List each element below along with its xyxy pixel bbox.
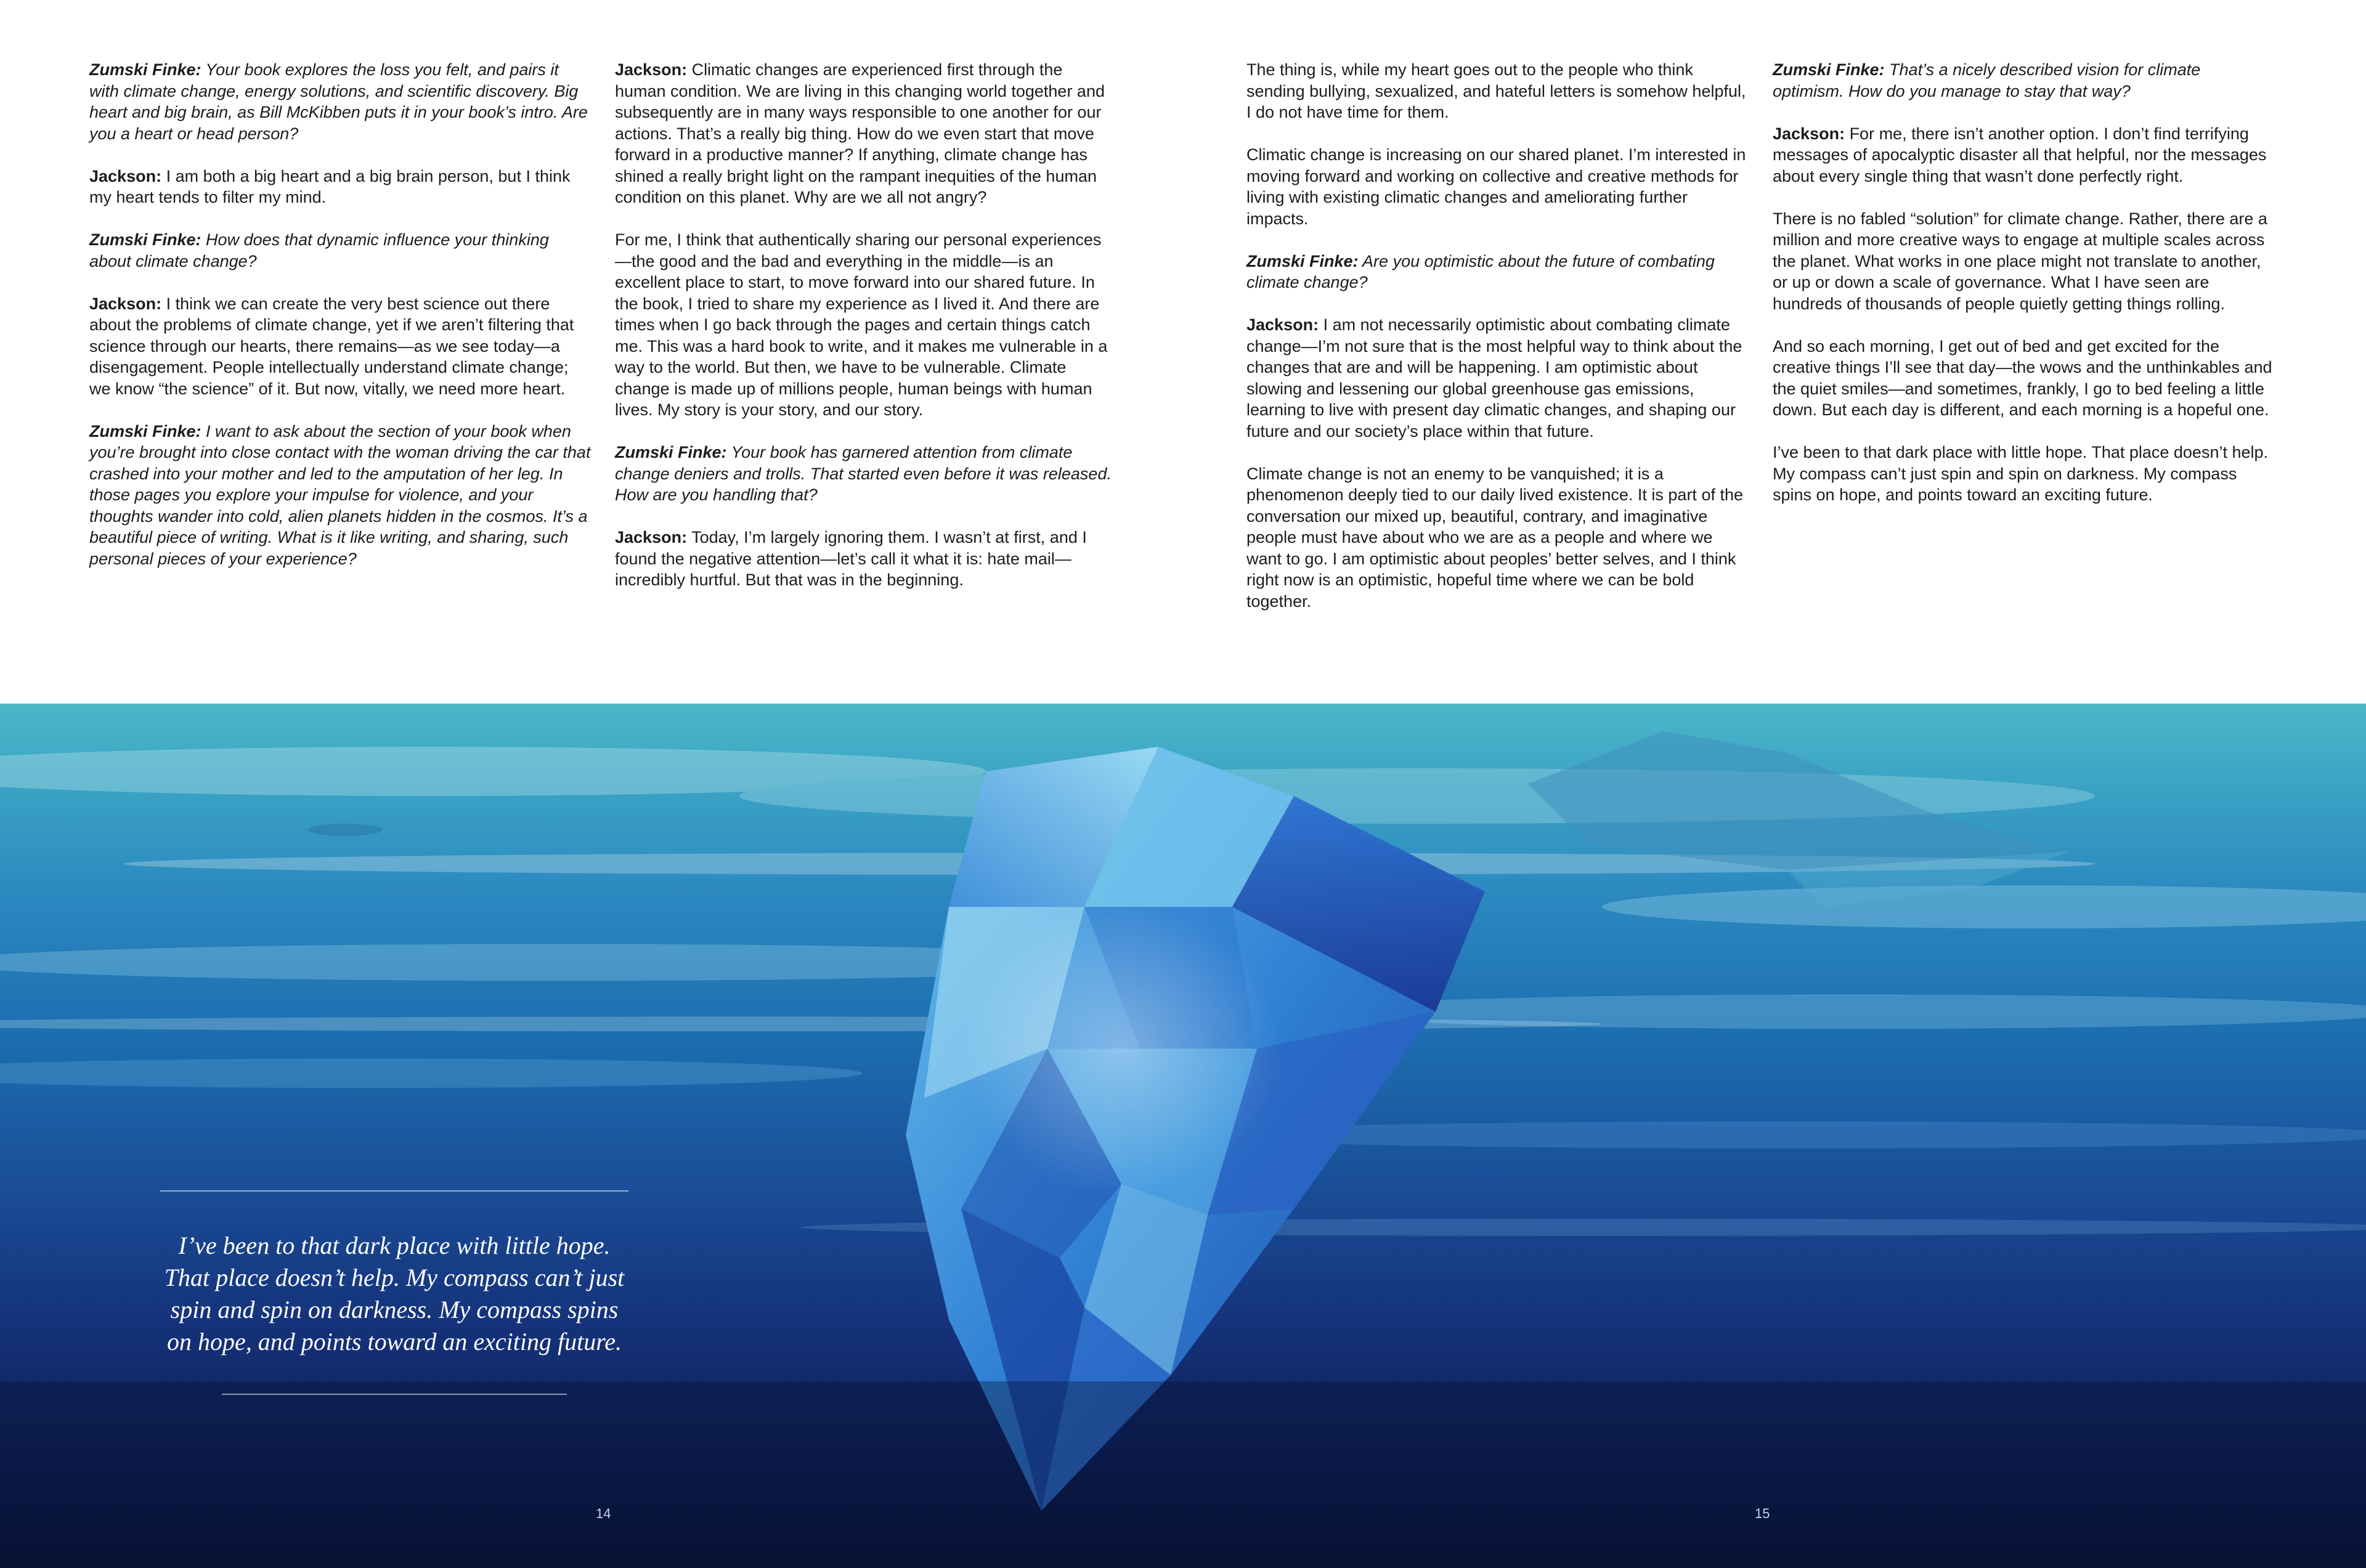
speaker-name: Jackson: (89, 294, 162, 313)
interview-paragraph (615, 59, 1117, 208)
speaker-name: Zumski Finke: (89, 230, 201, 249)
right-page-column-3 (1246, 59, 1749, 612)
interview-paragraph (89, 293, 592, 400)
speaker-name: Jackson: (615, 528, 688, 546)
interviewer-question-text: Are you optimistic about the future of combating climate change? (1246, 251, 1715, 291)
answer-text: For me, there isn’t another option. I don’t find terrifying messages of apocalyptic disaster all that helpful, nor the messages about every single thing that wasn’t done perfectly right. (1773, 124, 2267, 185)
interviewer-question-text: How does that dynamic influence your thinking about climate change? (89, 230, 549, 270)
page-number-left: 14 (596, 1506, 611, 1521)
answer-text: And so each morning, I get out of bed and get excited for the creative things I’ll see that day—the wows and the unthinkables and the quiet smiles—and sometimes, frankly, I go to bed feeling a little down. But each day is different, and each morning is a hopeful one. (1773, 336, 2272, 419)
interviewer-question-text: That’s a nicely described vision for climate optimism. How do you manage to stay that way? (1773, 60, 2201, 100)
speaker-name: Jackson: (1773, 124, 1845, 143)
speaker-name: Zumski Finke: (615, 443, 727, 461)
answer-text: Climatic change is increasing on our shared planet. I’m interested in moving forward and working on collective and creative methods for living with existing climatic changes and ameliorating further impacts. (1246, 145, 1746, 228)
interview-paragraph (89, 166, 592, 208)
speaker-name: Jackson: (89, 166, 162, 185)
interview-paragraph (89, 229, 592, 272)
answer-text: The thing is, while my heart goes out to the people who think sending bullying, sexualized, and hateful letters is somehow helpful, I do not have time for them. (1246, 60, 1746, 121)
page-number-right: 15 (1755, 1506, 1770, 1521)
answer-text: I am both a big heart and a big brain person, but I think my heart tends to filter my mind. (89, 166, 571, 206)
answer-text: I think we can create the very best science out there about the problems of climate change, yet if we aren’t filtering that science through our hearts, there remains—as we see today—a disengagement. People intellectually understand climate change; we know “the science” of it. But now, vitally, we need more heart. (89, 294, 574, 398)
answer-text: Today, I’m largely ignoring them. I wasn’t at first, and I found the negative attention—let’s call it what it is: hate mail—incredibly hurtful. But that was in the beginning. (615, 528, 1087, 589)
speaker-name: Jackson: (1246, 315, 1319, 334)
interview-paragraph (1246, 463, 1749, 612)
speaker-name: Zumski Finke: (1773, 60, 1885, 79)
interview-paragraph (89, 421, 592, 570)
interview-paragraph (1773, 442, 2275, 506)
pull-quote-rule (222, 1394, 567, 1395)
interview-paragraph (1246, 314, 1749, 442)
left-page-column-1 (89, 59, 592, 569)
speaker-name: Jackson: (615, 60, 688, 79)
interview-paragraph (89, 59, 592, 144)
speaker-name: Zumski Finke: (89, 60, 201, 79)
answer-text: Climatic changes are experienced first through the human condition. We are living in this changing world together and subsequently are in many ways responsible to one another for our actions. That’s a really big thing. How do we even start that move forward in a productive manner? If anything, climate change has shined a really bright light on the rampant inequities of the human condition on this planet. Why are we all not angry? (615, 60, 1105, 206)
answer-text: I am not necessarily optimistic about combating climate change—I’m not sure that is the most helpful way to think about the changes that are and will be happening. I am optimistic about slowing and lessening our global greenhouse gas emissions, learning to live with present day climatic changes, and shaping our future and our society’s place within that future. (1246, 315, 1742, 441)
answer-text: There is no fabled “solution” for climate change. Rather, there are a million and more creative ways to engage at multiple scales across the planet. What works in one place might not translate to another, or up or down a scale of governance. What I have seen are hundreds of thousands of people quietly getting things rolling. (1773, 209, 2267, 313)
pull-quote (160, 1190, 628, 1395)
right-page-column-4 (1773, 59, 2275, 506)
left-page-column-2 (615, 59, 1117, 591)
speaker-name: Zumski Finke: (1246, 251, 1359, 270)
interview-paragraph (615, 229, 1117, 421)
interview-paragraph (1246, 144, 1749, 229)
interview-paragraph (1773, 336, 2275, 421)
interview-paragraph (1773, 123, 2275, 187)
interviewer-question-text: I want to ask about the section of your book when you’re brought into close contact with the woman driving the car that crashed into your mother and led to the amputation of her leg. In those pages you explore your impulse for violence, and your thoughts wander into cold, alien planets hidden in the cosmos. It’s a beautiful piece of writing. What is it like writing, and sharing, such personal pieces of your experience? (89, 421, 591, 568)
answer-text: Climate change is not an enemy to be vanquished; it is a phenomenon deeply tied to our daily lived existence. It is part of the conversation our mixed up, beautiful, contrary, and imaginative people must have about who we are as a people and where we want to go. I am optimistic about peoples’ better selves, and I think right now is an optimistic, hopeful time where we can be bold together. (1246, 464, 1743, 611)
interview-paragraph (1246, 59, 1749, 123)
interviewer-question-text: Your book has garnered attention from climate change deniers and trolls. That started even before it was released. How are you handling that? (615, 443, 1112, 504)
iceberg-illustration (0, 704, 2366, 1568)
speaker-name: Zumski Finke: (89, 421, 201, 441)
interviewer-question-text: Your book explores the loss you felt, and pairs it with climate change, energy solutions, and scientific discovery. Big heart and big brain, as Bill McKibben puts it in your book’s intro. Are you a heart or head person? (89, 60, 588, 143)
pull-quote-text: I’ve been to that dark place with little hope. That place doesn’t help. My compass can’t just spin and spin on darkness. My compass spins on hope, and points toward an exciting future. (164, 1232, 625, 1355)
interview-paragraph (615, 527, 1117, 591)
interview-paragraph (615, 442, 1117, 506)
answer-text: I’ve been to that dark place with little hope. That place doesn’t help. My compass can’t just spin and spin on darkness. My compass spins on hope, and points toward an exciting future. (1773, 443, 2269, 504)
interview-paragraph (1773, 59, 2275, 102)
interview-paragraph (1246, 251, 1749, 293)
interview-paragraph (1773, 208, 2275, 315)
answer-text: For me, I think that authentically sharing our personal experiences—the good and the bad and everything in the middle—is an excellent place to start, to move forward into our shared future. In the book, I tried to share my experience as I lived it. And there are times when I go back through the pages and certain things catch me. This was a hard book to write, and it makes me vulnerable in a way to the world. But then, we have to be vulnerable. Climate change is made up of millions people, human beings with human lives. My story is your story, and our story. (615, 230, 1108, 419)
